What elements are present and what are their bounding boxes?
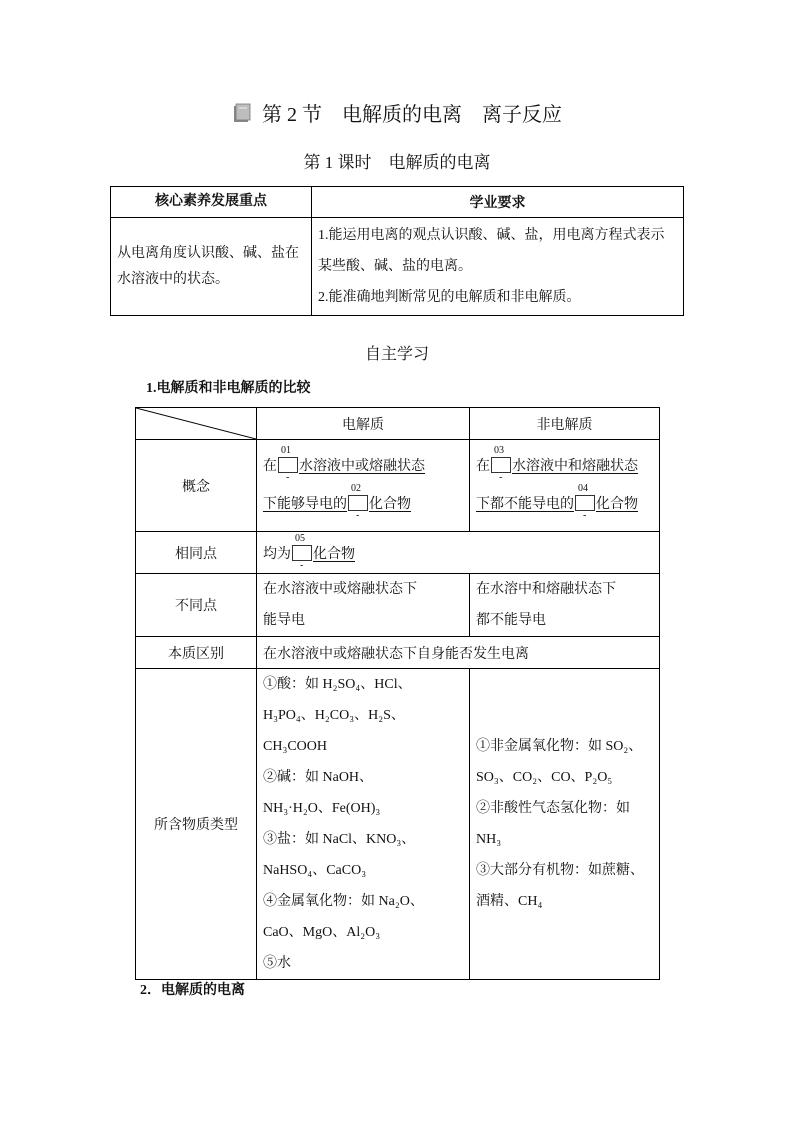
answer-blank: 04 - [575,495,595,511]
row-label-same: 相同点 [136,532,257,574]
electrolyte-header: 电解质 [257,408,470,440]
goals-table [110,186,684,316]
electrolyte-types: ①酸：如 H₂SO₄、HCl、 H₃PO₄、H₂CO₃、H₂S、 CH₃COOH ②碱：如 NaOH、 NH₃·H₂O、Fe(OH)₃ ③盐：如 NaCl、KNO₃、 NaHSO₄、CaCO₃ ④金属氧化物：如 Na₂O、 CaO、MgO、Al₂O₃ ⑤水 [257,669,470,980]
goals-col2-header: 学业要求 [312,187,684,218]
concept-electrolyte: 在 01 - 水溶液中或熔融状态 下能够导电的 02 - 化合物 [257,440,470,532]
answer-blank: 02 - [348,495,368,511]
concept-non-electrolyte: 在 03 - 水溶液中和熔融状态 下都不能导电的 04 - 化合物 [470,440,660,532]
lesson-title: 第 1 课时 电解质的电离 [303,153,491,172]
row-label-types: 所含物质类型 [136,669,257,980]
diagonal-header-cell [136,408,257,440]
answer-blank: 05 - [292,545,312,561]
self-study-heading: 自主学习 [364,346,429,363]
question-1-heading: 1.电解质和非电解质的比较 [146,381,311,396]
diff-electrolyte: 在水溶液中或熔融状态下 能导电 [257,574,470,637]
diff-non-electrolyte: 在水溶中和熔融状态下 都不能导电 [470,574,660,637]
question-2-heading: 2．电解质的电离 [140,983,245,998]
chapter-title-row [0,98,794,127]
requirement-2: 2.能准确地判断常见的电解质和非电解质。 [318,290,581,305]
row-label-concept: 概念 [136,440,257,532]
comparison-table [135,407,660,980]
goals-col1-header: 核心素养发展重点 [111,187,312,218]
row-label-diff: 不同点 [136,574,257,637]
essence-cell: 在水溶液中或熔融状态下自身能否发生电离 [257,637,660,669]
book-icon [232,103,252,123]
non-electrolyte-types: ①非金属氧化物：如 SO₂、 SO₃、CO₂、CO、P₂O₅ ②非酸性气态氢化物：如 NH₃ ③大部分有机物：如蔗糖、 酒精、CH₄ [470,669,660,980]
non-electrolyte-header: 非电解质 [470,408,660,440]
requirement-1: 1.能运用电离的观点认识酸、碱、盐，用电离方程式表示某些酸、碱、盐的电离。 [318,228,665,274]
answer-blank: 03 - [491,457,511,473]
answer-blank: 01 - [278,457,298,473]
requirements-cell [312,218,684,316]
same-point-cell: 均为 05 - 化合物 [257,532,660,574]
chapter-title: 第 2 节 电解质的电离 离子反应 [262,104,562,126]
row-label-essence: 本质区别 [136,637,257,669]
core-literacy-text: 从电离角度认识酸、碱、盐在水溶液中的状态。 [111,218,312,316]
